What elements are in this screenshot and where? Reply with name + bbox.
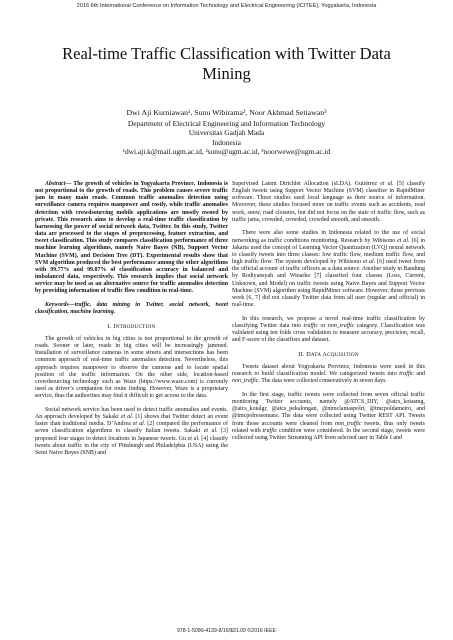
- section-numeral: II.: [298, 350, 305, 358]
- left-column: [35, 181, 228, 463]
- section-title-rest: CQUISITION: [327, 351, 359, 358]
- section-title-mid: ATA: [310, 351, 323, 358]
- section-numeral: I.: [107, 322, 112, 330]
- keywords-label: Keywords—: [45, 302, 75, 308]
- right-column: [232, 181, 425, 449]
- intro-paragraph-3: There were also some studies in Indonesia related to the use of social networking as traffic conditions monitoring. Research by Wibisono et al. [6] in Jakarta used the concept of Learning Vector Quantization (LVQ) neural network to classify tweets into three classes: low traffic flow, medium traffic flow, and high traffic flow. The system developed by Wibisono et al. [6] used tweet from the official account of traffic officers as a data source. Another study in Bandung by Rodiyansyah and Winarko [7] classified four classes (Loss, Current, Unknown, and Model) on traffic tweets using Naive Bayes and Support Vector Machine (SVM) algorithm using RapidMiner software. However, those previous work [6, 7] did not classify Twitter data from all user (regular and official) in real-time.: [232, 230, 426, 308]
- section-title-initial: I: [113, 322, 116, 330]
- intro-paragraph-2-continued: Supervised Latent Dirichlet Allocation (sLDA). Gutiérrez et al. [5] classify English tweets using Support Vector Machine (SVM) classifier in RapidMiner software. These studies used local language as their source of information. Moreover, these studies focused more on traffic events such as accidents, road work, snow, road closures, but did not focus on the state of traffic flow, such as traffic jams, crowded, crowded, crowded smooth, and smooth.: [232, 181, 425, 223]
- author-department: Department of Electrical Engineering and Information Technology: [127, 118, 326, 128]
- section-heading-data-acquisition: [232, 351, 425, 359]
- conference-header: 2016 6th International Conference on Information Technology and Electrical Engineering (ICITEE), Yogyakarta, Indonesia: [76, 3, 377, 9]
- abstract-label: Abstract—: [45, 181, 72, 187]
- author-country: Indonesia: [212, 137, 241, 147]
- data-paragraph-1: Tweets dataset about Yogyakarta Province, Indonesia were used in this research to build classification model. We categorized tweets into traffic and non_traffic. The data were collected consecutively in seven days.: [232, 363, 425, 385]
- copyright-footer: 978-1-5090-4139-8/16/$31.00 ©2016 IEEE: [176, 628, 276, 634]
- intro-paragraph-4: In this research, we propose a novel real-time traffic classification by classifying Twitter data into traffic or non_traffic category. Classification was validated using ten folds cross validation to measure accuracy, precision, recall, and F-score of the classifiers and dataset.: [232, 315, 426, 344]
- keywords-text: traffic, data mining in Twitter, social network, tweet classification, machine learning.: [35, 302, 228, 316]
- section-heading-introduction: [35, 323, 228, 331]
- abstract-text: The growth of vehicles in Yogyakarta Province, Indonesia is not proportional to the growth of roads. This problem causes severe traffic jam in many main roads. Common traffic anomalies detection using surveillance camera requires manpower and costly, while traffic anomalies detection with crowdsourcing mobile applications are mostly owned by private. This research aims to develop a real-time traffic classification by harnessing the power of social network data, Twitter. In this study, Twitter data are processed to the stages of preprocessing, feature extraction, and tweet classification. This study compares classification performance of three machine learning algorithms, namely Naive Bayes (NB), Support Vector Machine (SVM), and Decision Tree (DT). Experimental results show that SVM algorithm produced the best performance among the other algorithms with 99.77% and 99.87% of classification accuracy in balanced and imbalanced data, respectively. This research implies that social network service may be used as an alternative source for traffic anomalies detection by providing information of traffic flow condition in real-time.: [35, 181, 228, 295]
- paper-title: Real-time Traffic Classification with Twitter Data Mining: [62, 44, 391, 83]
- intro-paragraph-2: Social network service has been used to detect traffic anomalies and events. An approach developed by Sakaki et al. [1] shows that Twitter detect an event faster than traditional media. D’Andrea et al. [2] compared the performance of seven classification algorithms to classify Italian tweets. Sakaki et al. [3] proposed four stages to detect locations in Japanese tweets. Gu et al. [4] classify tweets about traffic in the city of Pittsburgh and Philadelphia (USA) using the Semi Naive Bayes (SNB) and: [35, 406, 229, 456]
- section-title-initial-2: A: [322, 350, 328, 358]
- author-emails: ¹dwi.aji.k@mail.ugm.ac.id, ²sunu@ugm.ac.id, ³noorwewe@ugm.ac.id: [122, 147, 331, 157]
- keywords: [35, 302, 228, 316]
- abstract: [35, 181, 228, 296]
- author-names: Dwi Aji Kurniawan¹, Sunu Wibirama², Noor Akhmad Setiawan³: [126, 108, 327, 117]
- author-university: Universitas Gadjah Mada: [188, 128, 265, 138]
- section-title-initial: D: [306, 350, 311, 358]
- section-title-rest: NTRODUCTION: [115, 323, 156, 330]
- intro-paragraph-1: The growth of vehicles in big cities is not proportional to the growth of roads. Sooner or later, roads in big cities will be increasingly jammed. Installation of surveillance cameras in some streets and intersections has been common approach of real-time traffic anomalies detection. Nevertheless, this approach requires manpower to observe the cameras and to locate spatial position of the traffic information. On the other side, location-based crowdsourcing technology such as Waze (https://www.waze.com) is currently used as driver’s companion for route finding. However, Waze is a proprietary service, thus the authorities may find it difficult to get access to the data.: [35, 335, 228, 400]
- author-block: [40, 108, 413, 157]
- data-paragraph-2: In the first stage, traffic tweets were collected from seven official traffic monitoring Twitter accounts, namely @ATCS_DIY, @atcs_kotasmg, @atcs_kotalgr, @atcs_pekalongan, @ntmclantaspolri, @tmcpoldametro, and @tmcpolressemara. The data were collected using Twitter REST API. Tweets from those accounts were cleaned from non_traffic tweets, thus only tweets related with traffic condition were considered. In the second stage, tweets were collected using Twitter Streaming API from selected user in Table I and: [232, 391, 425, 441]
